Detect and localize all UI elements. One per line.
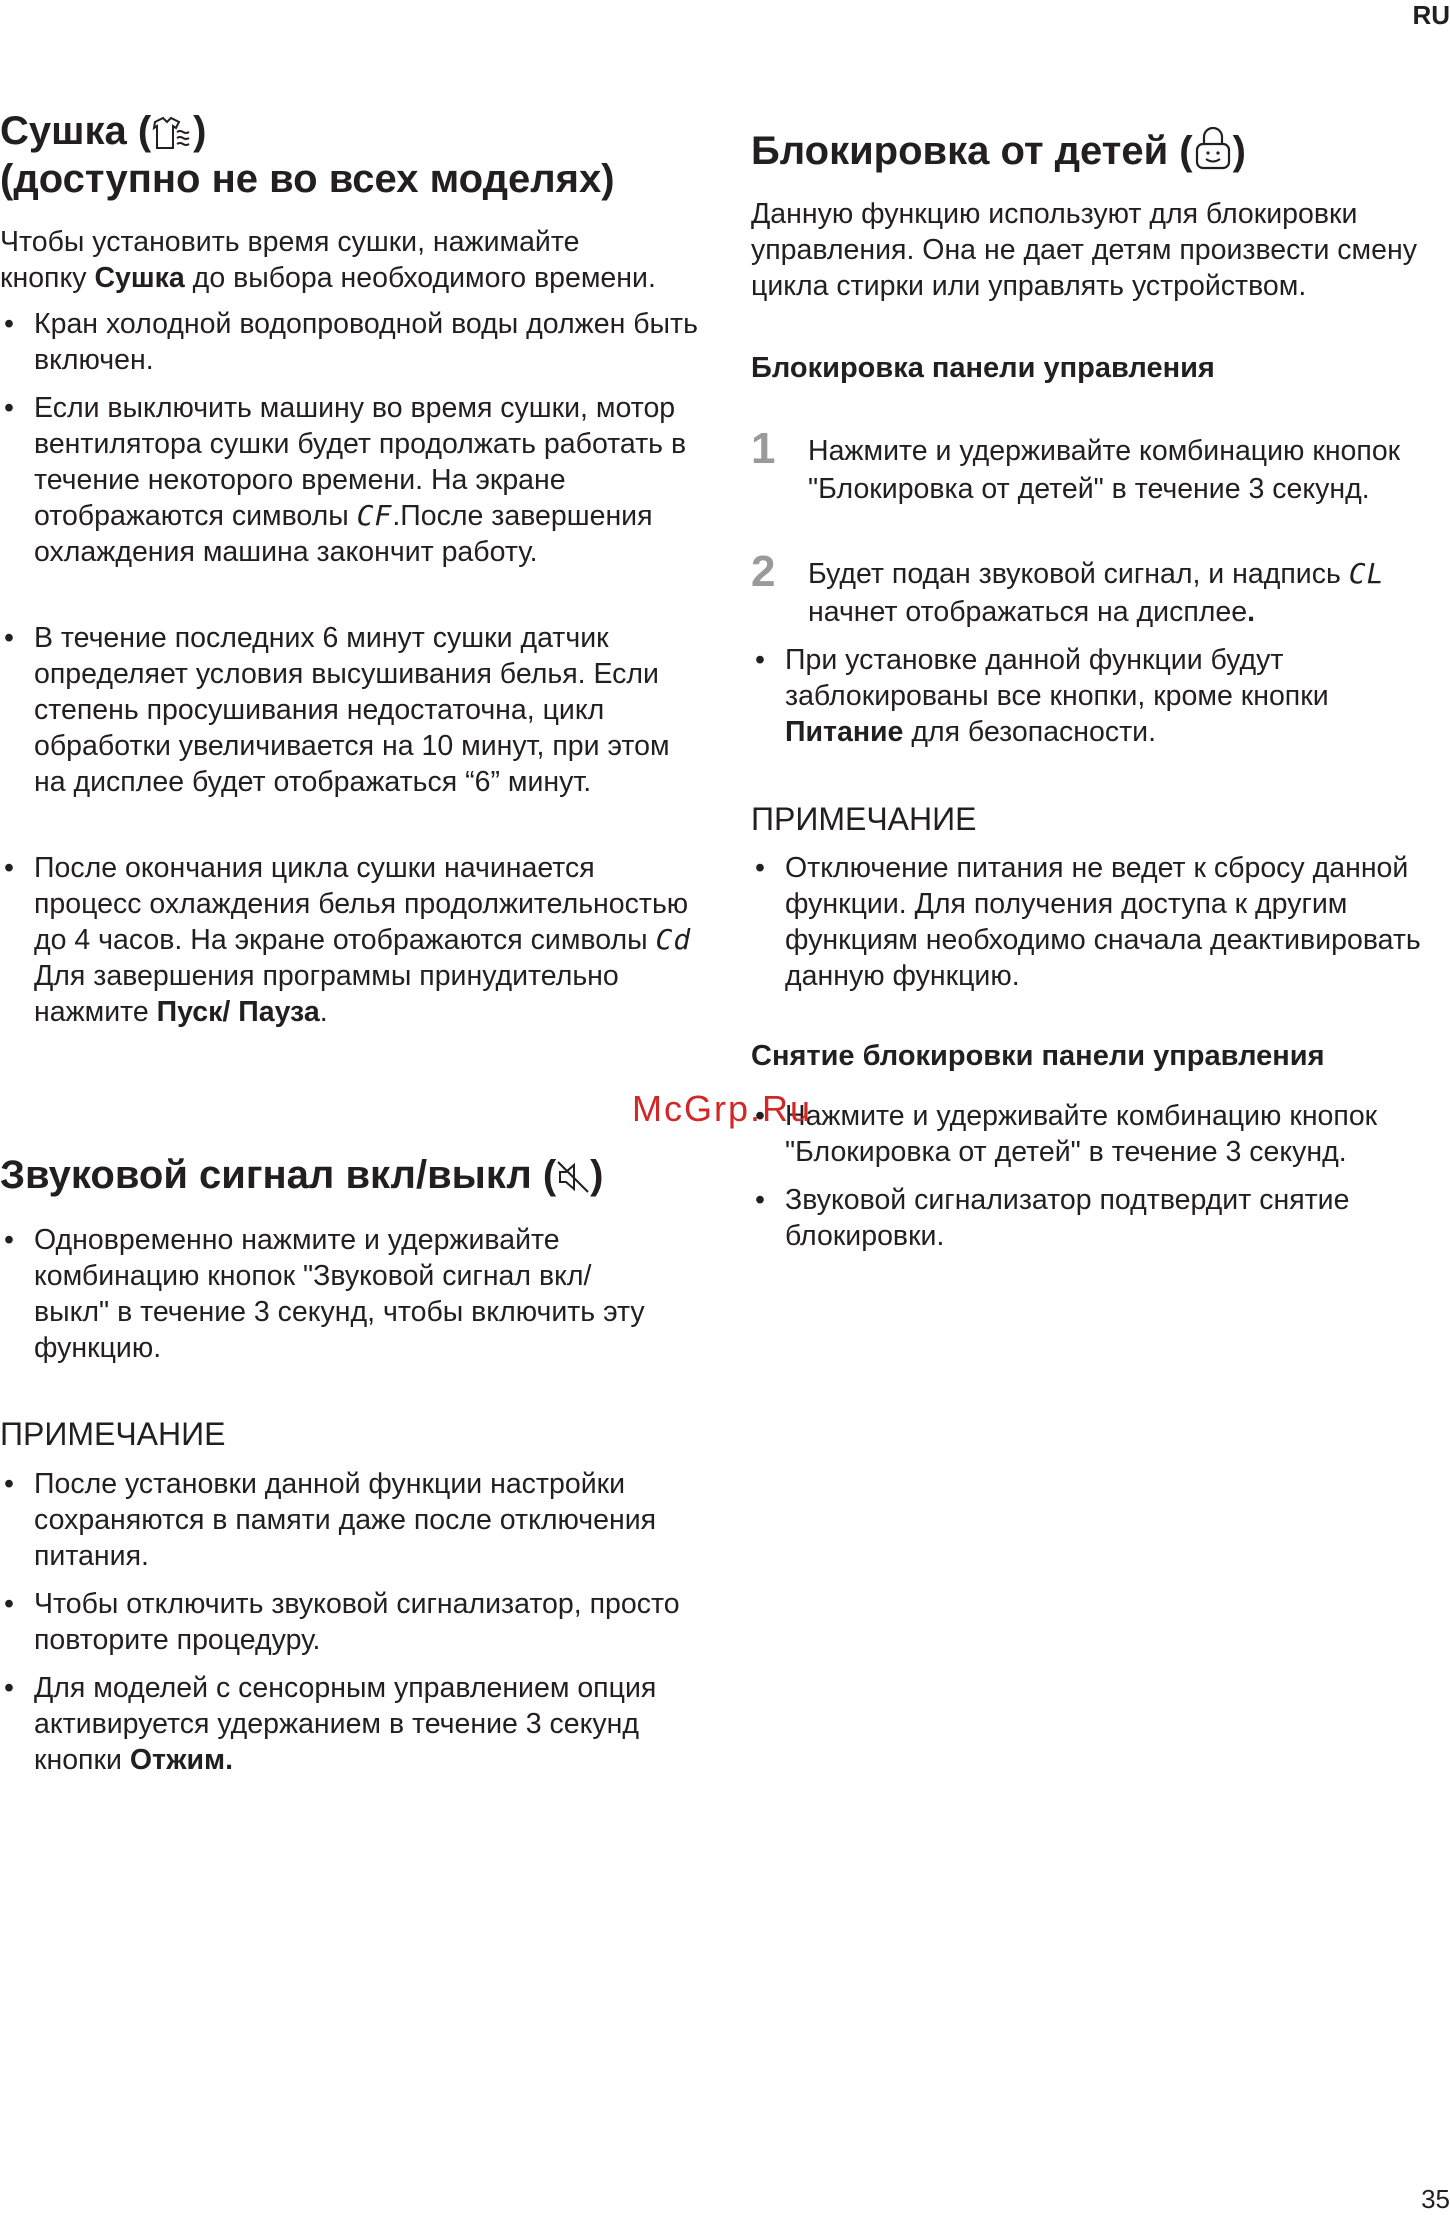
drying-bullet-1: • Кран холодной водопроводной воды должен быть включен. (0, 306, 700, 378)
note-bullet-1: • После установки данной функции настройки сохраняются в памяти даже после отключения питания. (0, 1466, 700, 1574)
watermark: McGrp.Ru (632, 1088, 813, 1129)
step-text: начнет отображаться на дисплее. (808, 596, 1256, 628)
display-symbol: CF (356, 499, 393, 532)
mute-icon (556, 1158, 590, 1204)
step-number: 2 (751, 547, 776, 596)
step-text: "Блокировка от детей" в течение 3 секунд. (808, 473, 1370, 505)
lock-panel-title: Блокировка панели управления (751, 352, 1215, 384)
step-text: Будет подан звуковой сигнал, и надпись CL (808, 557, 1385, 590)
drying-bullet-2: • Если выключить машину во время сушки, мотор вентилятора сушки будет продолжать работать в течение некоторого времени. На экране отображаются символы CF.После завершения охлаждения машина закончит работу. (0, 390, 700, 570)
lock-bullet-1: • При установке данной функции будут заблокированы все кнопки, кроме кнопки Питание для безопасности. (751, 642, 1441, 750)
display-symbol: Cd (655, 923, 692, 956)
note-bullet-3: • Для моделей с сенсорным управлением опция активируется удержанием в течение 3 секунд кнопки Отжим. (0, 1670, 700, 1778)
drying-bullet-3: • В течение последних 6 минут сушки датчик определяет условия высушивания белья. Если степень просушивания недостаточна, цикл обработки увеличивается на 10 минут, при этом на дисплее будет отображаться “6” минут. (0, 620, 700, 800)
childlock-intro: Данную функцию используют для блокировки управления. Она не дает детям произвести смену цикла стирки или управлять устройством. (751, 198, 1417, 302)
note-bullet-2: • Чтобы отключить звуковой сигнализатор, просто повторите процедуру. (0, 1586, 700, 1658)
drying-title: Сушка ( ) (0, 108, 207, 160)
page-number: 35 (1421, 2184, 1450, 2214)
sound-bullet-1: • Одновременно нажмите и удерживайте комбинацию кнопок "Звуковой сигнал вкл/ выкл" в течение 3 секунд, чтобы включить эту функцию. (0, 1222, 668, 1366)
display-symbol: CL (1348, 557, 1385, 590)
unlock-panel-title: Снятие блокировки панели управления (751, 1040, 1325, 1072)
drying-intro: Чтобы установить время сушки, нажимайте кнопку Сушка до выбора необходимого времени. (0, 226, 656, 294)
step-text: Нажмите и удерживайте комбинацию кнопок (808, 435, 1401, 467)
child-lock-icon (1193, 126, 1233, 180)
language-label: RU (1412, 0, 1450, 30)
sound-title: Звуковой сигнал вкл/выкл ( ) (0, 1152, 604, 1204)
drying-icon (151, 114, 193, 160)
unlock-bullet-1: • Нажмите и удерживайте комбинацию кнопок "Блокировка от детей" в течение 3 секунд. (751, 1098, 1450, 1170)
note-bullet-1: • Отключение питания не ведет к сбросу данной функции. Для получения доступа к другим функциям необходимо сначала деактивировать данную функцию. (751, 850, 1441, 994)
step-number: 1 (751, 424, 776, 473)
unlock-bullet-2: • Звуковой сигнализатор подтвердит снятие блокировки. (751, 1182, 1441, 1254)
drying-bullet-4: • После окончания цикла сушки начинается процесс охлаждения белья продолжительностью до 4 часов. На экране отображаются символы Cd Для завершения программы принудительно нажмите Пуск/ Пауза. (0, 850, 700, 1030)
note-title: ПРИМЕЧАНИЕ (751, 801, 977, 837)
drying-subtitle: (доступно не во всех моделях) (0, 157, 615, 201)
childlock-title: Блокировка от детей ( ) (751, 126, 1246, 180)
note-title: ПРИМЕЧАНИЕ (0, 1416, 226, 1452)
